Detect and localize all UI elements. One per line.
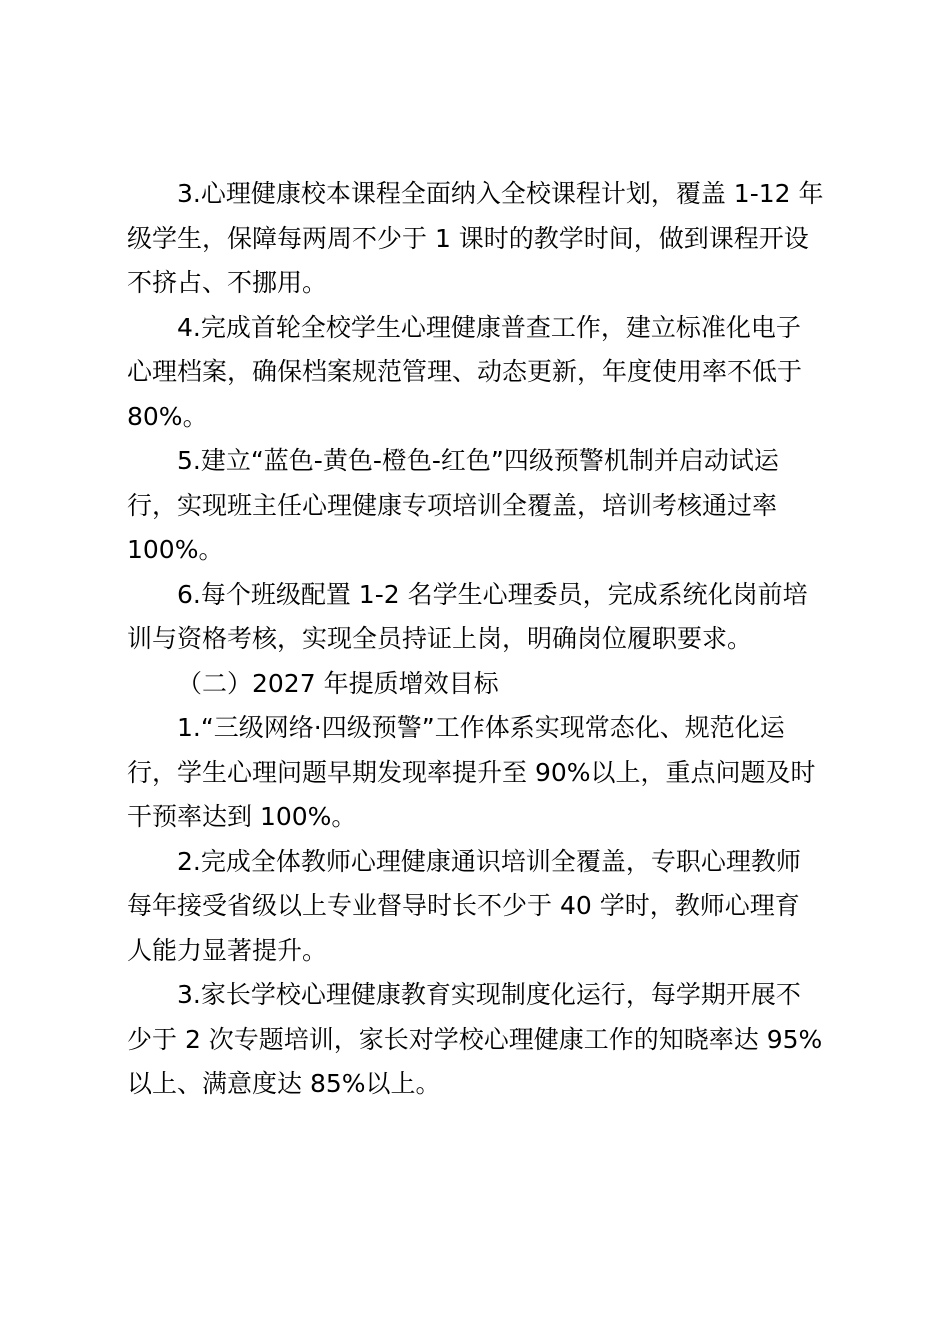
text-line: 3.心理健康校本课程全面纳入全校课程计划，覆盖 1-12 年 <box>177 179 824 208</box>
text-line: 6.每个班级配置 1-2 名学生心理委员，完成系统化岗前培 <box>177 579 808 609</box>
text-line: 级学生，保障每两周不少于 1 课时的教学时间，做到课程开设 <box>127 223 809 253</box>
text-line: 行，学生心理问题早期发现率提升至 90%以上，重点问题及时 <box>127 757 816 787</box>
text-line: 行，实现班主任心理健康专项培训全覆盖，培训考核通过率 <box>127 490 778 520</box>
section-heading-2027 <box>127 662 833 707</box>
paragraph-parent-school <box>127 973 833 1107</box>
paragraph-network-system <box>127 706 833 840</box>
paragraph-survey <box>127 306 833 440</box>
text-line: 心理档案，确保档案规范管理、动态更新，年度使用率不低于 <box>127 357 803 386</box>
text-line: 不挤占、不挪用。 <box>127 268 328 297</box>
text-line: 训与资格考核，实现全员持证上岗，明确岗位履职要求。 <box>127 624 753 653</box>
text-line: 干预率达到 100%。 <box>127 802 357 831</box>
text-line: 每年接受省级以上专业督导时长不少于 40 学时，教师心理育 <box>127 891 800 920</box>
text-line: 少于 2 次专题培训，家长对学校心理健康工作的知晓率达 95% <box>127 1024 823 1054</box>
text-line: 3.家长学校心理健康教育实现制度化运行，每学期开展不 <box>177 980 801 1009</box>
text-line: 100%。 <box>127 535 224 564</box>
paragraph-teacher-training <box>127 840 833 974</box>
text-line: 以上、满意度达 85%以上。 <box>127 1069 441 1098</box>
text-line: 80%。 <box>127 401 208 431</box>
text-line: 1.“三级网络·四级预警”工作体系实现常态化、规范化运 <box>177 713 785 742</box>
text-line: 人能力显著提升。 <box>127 935 328 965</box>
document-body <box>127 172 833 1107</box>
paragraph-curriculum <box>127 172 833 306</box>
paragraph-class-committee <box>127 573 833 662</box>
text-line: 5.建立“蓝色-黄色-橙色-红色”四级预警机制并启动试运 <box>177 446 779 475</box>
paragraph-warning-mechanism <box>127 439 833 573</box>
text-line: 2.完成全体教师心理健康通识培训全覆盖，专职心理教师 <box>177 846 801 876</box>
text-line: （二）2027 年提质增效目标 <box>177 668 499 698</box>
text-line: 4.完成首轮全校学生心理健康普查工作，建立标准化电子 <box>177 312 801 342</box>
